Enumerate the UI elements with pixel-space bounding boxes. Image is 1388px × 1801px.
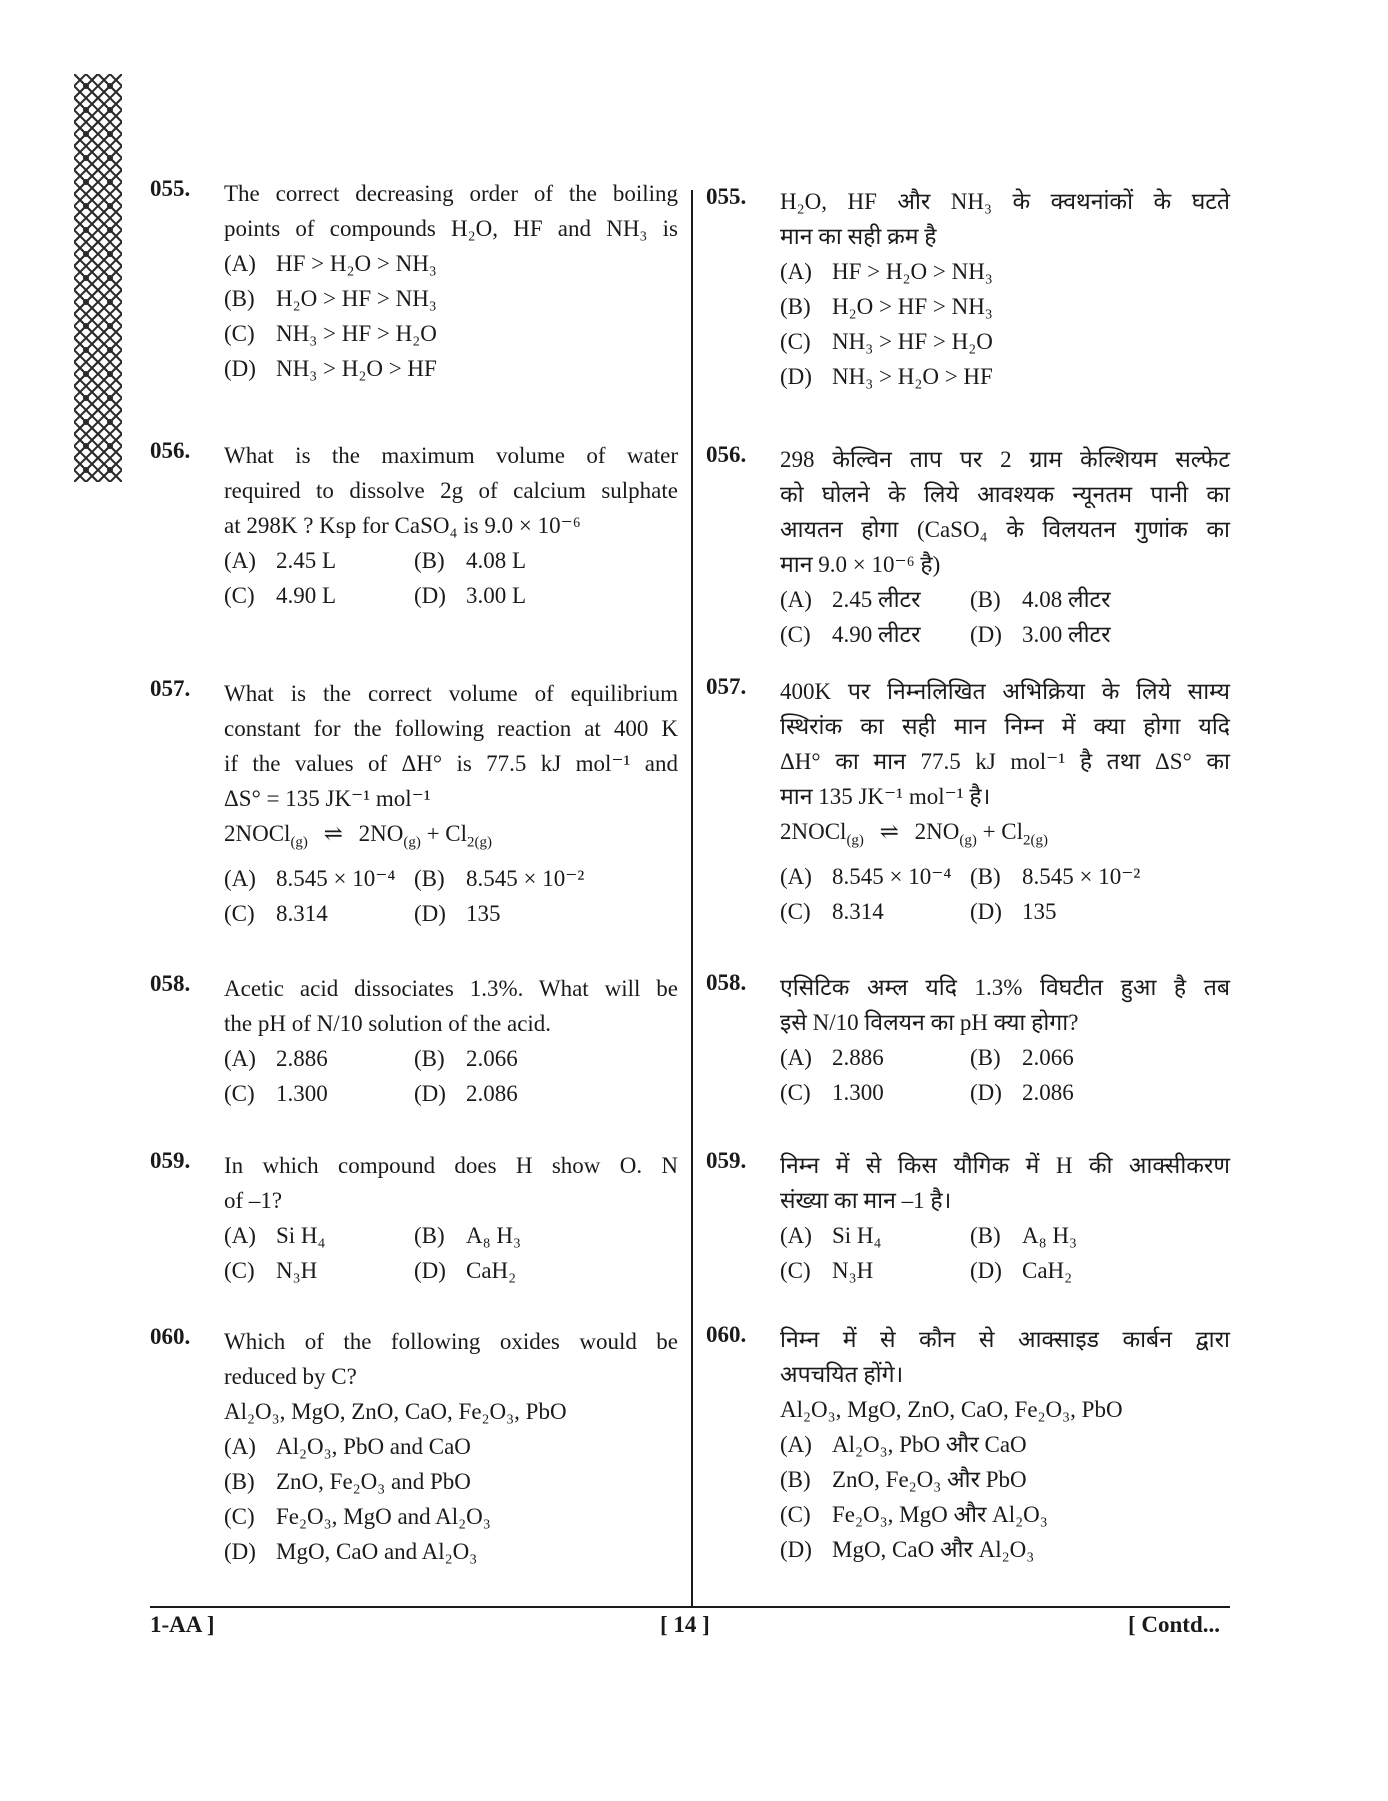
question-number: 060. — [706, 1322, 747, 1347]
option-a[interactable]: (A) 2.886 — [224, 1046, 328, 1071]
question-stem: निम्न में से किस यौगिक में H की आक्सीकरण — [780, 1153, 1230, 1178]
option-a[interactable]: (A) 2.886 — [780, 1045, 884, 1070]
question-number: 057. — [706, 674, 747, 699]
option-c[interactable]: (C) NH₃ > HF > H₂O — [224, 321, 437, 346]
option-b[interactable]: (B) 4.08 लीटर — [970, 587, 1111, 612]
footer-rule — [150, 1606, 1230, 1608]
option-c[interactable]: (C) Fe₂O₃, MgO and Al₂O₃ — [224, 1504, 491, 1529]
option-d[interactable]: (D) MgO, CaO और Al₂O₃ — [780, 1537, 1035, 1562]
option-a[interactable]: (A) Al₂O₃, PbO and CaO — [224, 1434, 471, 1459]
question-stem: points of compounds H₂O, HF and NH₃ is — [224, 216, 678, 241]
option-c[interactable]: (C) 8.314 — [780, 898, 884, 924]
question-stem: संख्या का मान –1 है। — [780, 1188, 952, 1213]
booklet-code: 1-AA ] — [150, 1612, 215, 1637]
option-d[interactable]: (D) 2.086 — [414, 1081, 518, 1106]
question-number: 060. — [150, 1324, 191, 1349]
option-c[interactable]: (C) 8.314 — [224, 900, 328, 926]
option-c[interactable]: (C) NH₃ > HF > H₂O — [780, 329, 993, 354]
question-stem: निम्न में से कौन से आक्साइड कार्बन द्वारा — [780, 1327, 1230, 1352]
option-a[interactable]: (A) HF > H₂O > NH₃ — [780, 259, 993, 284]
question-number: 057. — [150, 676, 191, 701]
question-stem: अपचयित होंगे। — [780, 1362, 904, 1387]
option-d[interactable]: (D) NH₃ > H₂O > HF — [224, 356, 437, 381]
question-stem: What is the maximum volume of water — [224, 443, 678, 468]
option-a[interactable]: (A) Si H₄ — [224, 1223, 326, 1248]
question-number: 059. — [150, 1148, 191, 1173]
question-stem: Al₂O₃, MgO, ZnO, CaO, Fe₂O₃, PbO — [224, 1399, 567, 1424]
option-b[interactable]: (B) 4.08 L — [414, 548, 527, 573]
decorative-border-pattern — [74, 74, 122, 482]
option-b[interactable]: (B) A₈ H₃ — [414, 1223, 522, 1248]
question-stem: The correct decreasing order of the boiling — [224, 181, 678, 206]
question-stem: एसिटिक अम्ल यदि 1.3% विघटीत हुआ है तब — [780, 975, 1230, 1000]
question-number: 056. — [706, 442, 747, 467]
question-stem: मान 9.0 × 10⁻⁶ है) — [780, 552, 941, 577]
question-stem: ΔS° = 135 JK⁻¹ mol⁻¹ — [224, 786, 431, 811]
equilibrium-arrow-icon: ⇌ — [323, 821, 343, 846]
question-stem: मान 135 JK⁻¹ mol⁻¹ है। — [780, 784, 991, 809]
option-d[interactable]: (D) 135 — [970, 898, 1057, 924]
option-b[interactable]: (B) 8.545 × 10⁻² — [414, 865, 585, 891]
option-c[interactable]: (C) Fe₂O₃, MgO और Al₂O₃ — [780, 1502, 1048, 1527]
reaction-equation: 2NOCl$_{(g)}$ ⇌ $2NO_{(g)} + Cl_{2(g)}$ — [224, 816, 678, 861]
question-number: 055. — [706, 184, 747, 209]
option-d[interactable]: (D) MgO, CaO and Al₂O₃ — [224, 1539, 478, 1564]
question-stem: H₂O, HF और NH₃ के क्वथनांकों के घटते — [780, 189, 1230, 214]
option-a[interactable]: (A) 2.45 L — [224, 548, 337, 573]
option-d[interactable]: (D) CaH₂ — [970, 1258, 1073, 1283]
question-stem: at 298K ? Ksp for CaSO₄ is 9.0 × 10⁻⁶ — [224, 513, 581, 538]
column-divider — [691, 190, 693, 1608]
option-d[interactable]: (D) 3.00 L — [414, 583, 527, 608]
question-stem: In which compound does H show O. N — [224, 1153, 678, 1178]
question-stem: 298 केल्विन ताप पर 2 ग्राम केल्शियम सल्फेट — [780, 447, 1230, 472]
option-a[interactable]: (A) 8.545 × 10⁻⁴ — [780, 863, 952, 889]
question-number: 056. — [150, 438, 191, 463]
option-d[interactable]: (D) 3.00 लीटर — [970, 622, 1111, 647]
option-c[interactable]: (C) N₃H — [780, 1258, 874, 1283]
question-stem: of –1? — [224, 1188, 283, 1213]
option-c[interactable]: (C) N₃H — [224, 1258, 318, 1283]
question-stem: स्थिरांक का सही मान निम्न में क्या होगा यदि — [780, 714, 1230, 739]
question-stem: the pH of N/10 solution of the acid. — [224, 1011, 552, 1036]
option-b[interactable]: (B) 2.066 — [414, 1046, 518, 1071]
option-b[interactable]: (B) A₈ H₃ — [970, 1223, 1078, 1248]
option-a[interactable]: (A) Si H₄ — [780, 1223, 882, 1248]
question-stem: को घोलने के लिये आवश्यक न्यूनतम पानी का — [780, 482, 1230, 507]
option-d[interactable]: (D) NH₃ > H₂O > HF — [780, 364, 993, 389]
option-c[interactable]: (C) 1.300 — [224, 1081, 328, 1106]
question-stem: ΔH° का मान 77.5 kJ mol⁻¹ है तथा ΔS° का — [780, 749, 1230, 774]
question-stem: if the values of ΔH° is 77.5 kJ mol⁻¹ and — [224, 751, 678, 776]
question-stem: आयतन होगा (CaSO₄ के विलयतन गुणांक का — [780, 517, 1230, 542]
option-a[interactable]: (A) 8.545 × 10⁻⁴ — [224, 865, 396, 891]
option-d[interactable]: (D) 2.086 — [970, 1080, 1074, 1105]
question-stem: मान का सही क्रम है — [780, 224, 937, 249]
option-d[interactable]: (D) 135 — [414, 900, 501, 926]
option-c[interactable]: (C) 1.300 — [780, 1080, 884, 1105]
question-number: 058. — [706, 970, 747, 995]
question-stem: 400K पर निम्नलिखित अभिक्रिया के लिये साम्य — [780, 679, 1230, 704]
question-number: 055. — [150, 176, 191, 201]
question-stem: constant for the following reaction at 400 K — [224, 716, 678, 741]
option-c[interactable]: (C) 4.90 L — [224, 583, 337, 608]
option-d[interactable]: (D) CaH₂ — [414, 1258, 517, 1283]
option-c[interactable]: (C) 4.90 लीटर — [780, 622, 921, 647]
question-stem: इसे N/10 विलयन का pH क्या होगा? — [780, 1010, 1079, 1035]
option-a[interactable]: (A) Al₂O₃, PbO और CaO — [780, 1432, 1027, 1457]
page-number: [ 14 ] — [660, 1612, 710, 1637]
equilibrium-arrow-icon: ⇌ — [879, 819, 899, 844]
question-stem: required to dissolve 2g of calcium sulphate — [224, 478, 678, 503]
question-stem: What is the correct volume of equilibrium — [224, 681, 678, 706]
option-b[interactable]: (B) ZnO, Fe₂O₃ और PbO — [780, 1467, 1027, 1492]
continued-label: [ Contd... — [1128, 1612, 1221, 1637]
option-b[interactable]: (B) 2.066 — [970, 1045, 1074, 1070]
question-stem: reduced by C? — [224, 1364, 357, 1389]
option-b[interactable]: (B) H₂O > HF > NH₃ — [224, 286, 437, 311]
question-number: 058. — [150, 971, 191, 996]
question-stem: Acetic acid dissociates 1.3%. What will be — [224, 976, 678, 1001]
question-stem: Which of the following oxides would be — [224, 1329, 678, 1354]
reaction-equation: 2NOCl$_{(g)}$ ⇌ $2NO_{(g)} + Cl_{2(g)}$ — [780, 814, 1230, 859]
option-a[interactable]: (A) 2.45 लीटर — [780, 587, 921, 612]
question-number: 059. — [706, 1148, 747, 1173]
option-b[interactable]: (B) ZnO, Fe₂O₃ and PbO — [224, 1469, 471, 1494]
option-a[interactable]: (A) HF > H₂O > NH₃ — [224, 251, 437, 276]
option-b[interactable]: (B) 8.545 × 10⁻² — [970, 863, 1141, 889]
question-stem: Al₂O₃, MgO, ZnO, CaO, Fe₂O₃, PbO — [780, 1397, 1123, 1422]
option-b[interactable]: (B) H₂O > HF > NH₃ — [780, 294, 993, 319]
